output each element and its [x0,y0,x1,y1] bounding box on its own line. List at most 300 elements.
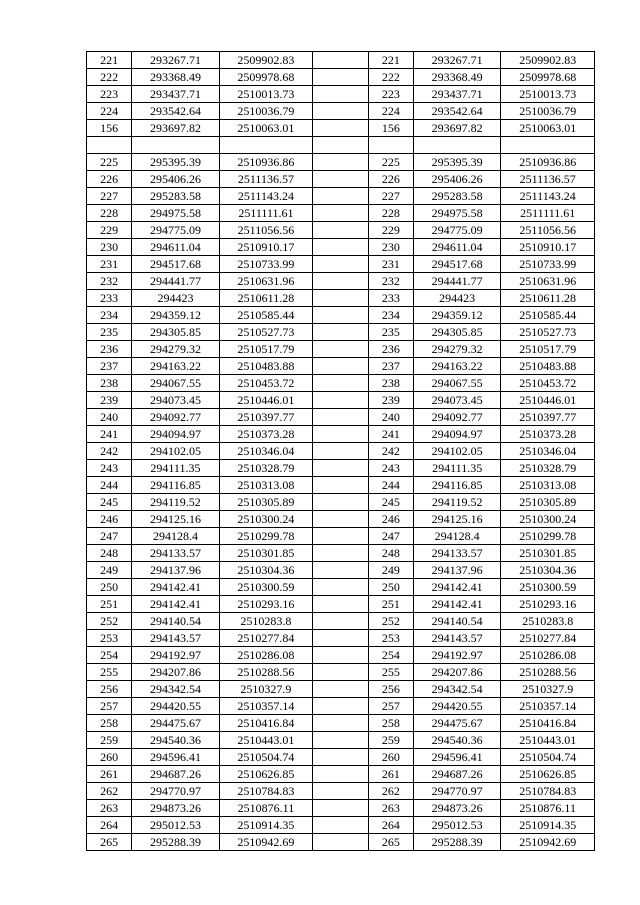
left-x-coordinate-cell: 294137.96 [132,562,219,579]
left-point-id-cell: 243 [87,460,132,477]
left-y-coordinate-cell: 2510286.08 [219,647,313,664]
gap-cell [313,409,369,426]
right-y-coordinate-cell: 2510299.78 [501,528,595,545]
left-y-coordinate-cell: 2510299.78 [219,528,313,545]
left-x-coordinate-cell: 295288.39 [132,834,219,851]
left-y-coordinate-cell: 2510288.56 [219,664,313,681]
right-x-coordinate-cell: 293368.49 [413,69,500,86]
table-row [87,188,595,205]
right-point-id-cell: 262 [368,783,413,800]
right-x-coordinate-cell: 293697.82 [413,120,500,137]
gap-cell [313,137,369,154]
gap-cell [313,205,369,222]
left-y-coordinate-cell: 2510277.84 [219,630,313,647]
left-point-id-cell: 224 [87,103,132,120]
left-y-coordinate-cell: 2509978.68 [219,69,313,86]
gap-cell [313,341,369,358]
table-row [87,52,595,69]
table-row [87,783,595,800]
right-y-coordinate-cell: 2510327.9 [501,681,595,698]
left-point-id-cell: 259 [87,732,132,749]
left-x-coordinate-cell: 294770.97 [132,783,219,800]
left-y-coordinate-cell: 2510013.73 [219,86,313,103]
table-row [87,698,595,715]
right-point-id-cell: 221 [368,52,413,69]
left-x-coordinate-cell: 294092.77 [132,409,219,426]
left-point-id-cell: 227 [87,188,132,205]
right-x-coordinate-cell: 294142.41 [413,596,500,613]
left-x-coordinate-cell: 294163.22 [132,358,219,375]
right-point-id-cell: 222 [368,69,413,86]
left-point-id-cell: 260 [87,749,132,766]
left-point-id-cell: 230 [87,239,132,256]
left-point-id-cell: 246 [87,511,132,528]
right-y-coordinate-cell: 2510283.8 [501,613,595,630]
gap-cell [313,749,369,766]
right-point-id-cell: 241 [368,426,413,443]
table-row [87,511,595,528]
right-y-coordinate-cell: 2510357.14 [501,698,595,715]
right-point-id-cell: 225 [368,154,413,171]
right-y-coordinate-cell: 2510036.79 [501,103,595,120]
left-point-id-cell: 234 [87,307,132,324]
right-x-coordinate-cell: 294073.45 [413,392,500,409]
right-y-coordinate-cell: 2510936.86 [501,154,595,171]
left-point-id-cell: 250 [87,579,132,596]
left-point-id-cell: 229 [87,222,132,239]
left-point-id-cell: 244 [87,477,132,494]
left-y-coordinate-cell: 2510453.72 [219,375,313,392]
right-point-id-cell: 237 [368,358,413,375]
left-x-coordinate-cell: 294067.55 [132,375,219,392]
table-row [87,86,595,103]
left-point-id-cell: 265 [87,834,132,851]
left-x-coordinate-cell [132,137,219,154]
left-y-coordinate-cell: 2510517.79 [219,341,313,358]
right-y-coordinate-cell: 2510942.69 [501,834,595,851]
table-row [87,426,595,443]
left-point-id-cell: 257 [87,698,132,715]
left-point-id-cell: 245 [87,494,132,511]
left-x-coordinate-cell: 294192.97 [132,647,219,664]
left-y-coordinate-cell: 2510313.08 [219,477,313,494]
left-y-coordinate-cell: 2510063.01 [219,120,313,137]
left-point-id-cell: 255 [87,664,132,681]
right-x-coordinate-cell: 294441.77 [413,273,500,290]
gap-cell [313,69,369,86]
right-x-coordinate-cell: 294687.26 [413,766,500,783]
gap-cell [313,817,369,834]
left-point-id-cell: 251 [87,596,132,613]
table-row [87,273,595,290]
right-y-coordinate-cell: 2510876.11 [501,800,595,817]
right-y-coordinate-cell: 2510277.84 [501,630,595,647]
right-y-coordinate-cell: 2510784.83 [501,783,595,800]
right-point-id-cell: 227 [368,188,413,205]
table-row [87,324,595,341]
left-x-coordinate-cell: 295395.39 [132,154,219,171]
right-point-id-cell: 249 [368,562,413,579]
table-row [87,171,595,188]
gap-cell [313,494,369,511]
table-row [87,545,595,562]
left-point-id-cell: 249 [87,562,132,579]
table-row [87,766,595,783]
right-y-coordinate-cell: 2511056.56 [501,222,595,239]
right-point-id-cell: 260 [368,749,413,766]
right-y-coordinate-cell: 2510585.44 [501,307,595,324]
table-row [87,630,595,647]
right-x-coordinate-cell: 294119.52 [413,494,500,511]
right-y-coordinate-cell: 2510286.08 [501,647,595,664]
left-y-coordinate-cell: 2510483.88 [219,358,313,375]
left-point-id-cell: 242 [87,443,132,460]
gap-cell [313,222,369,239]
right-y-coordinate-cell: 2510300.24 [501,511,595,528]
right-y-coordinate-cell: 2511143.24 [501,188,595,205]
gap-cell [313,477,369,494]
left-y-coordinate-cell: 2510626.85 [219,766,313,783]
gap-cell [313,460,369,477]
right-y-coordinate-cell: 2511111.61 [501,205,595,222]
right-x-coordinate-cell: 294125.16 [413,511,500,528]
right-y-coordinate-cell: 2509902.83 [501,52,595,69]
left-x-coordinate-cell: 294540.36 [132,732,219,749]
left-x-coordinate-cell: 294142.41 [132,579,219,596]
right-x-coordinate-cell: 294192.97 [413,647,500,664]
left-x-coordinate-cell: 294475.67 [132,715,219,732]
table-row [87,817,595,834]
table-row [87,205,595,222]
left-x-coordinate-cell: 295406.26 [132,171,219,188]
right-x-coordinate-cell: 294092.77 [413,409,500,426]
gap-cell [313,630,369,647]
left-point-id-cell: 262 [87,783,132,800]
right-point-id-cell: 231 [368,256,413,273]
right-x-coordinate-cell: 294540.36 [413,732,500,749]
table-row [87,358,595,375]
table-row [87,375,595,392]
left-y-coordinate-cell: 2510283.8 [219,613,313,630]
left-y-coordinate-cell: 2510446.01 [219,392,313,409]
left-point-id-cell: 247 [87,528,132,545]
left-y-coordinate-cell: 2510304.36 [219,562,313,579]
right-y-coordinate-cell: 2510733.99 [501,256,595,273]
left-y-coordinate-cell: 2510301.85 [219,545,313,562]
left-y-coordinate-cell: 2510373.28 [219,426,313,443]
left-y-coordinate-cell: 2510305.89 [219,494,313,511]
gap-cell [313,834,369,851]
left-y-coordinate-cell: 2510036.79 [219,103,313,120]
right-y-coordinate-cell: 2509978.68 [501,69,595,86]
left-point-id-cell: 256 [87,681,132,698]
left-y-coordinate-cell: 2510942.69 [219,834,313,851]
left-y-coordinate-cell: 2510300.59 [219,579,313,596]
left-x-coordinate-cell: 294142.41 [132,596,219,613]
right-y-coordinate-cell: 2510631.96 [501,273,595,290]
right-point-id-cell: 238 [368,375,413,392]
left-point-id-cell: 237 [87,358,132,375]
right-x-coordinate-cell: 294279.32 [413,341,500,358]
left-x-coordinate-cell: 294119.52 [132,494,219,511]
right-point-id-cell: 246 [368,511,413,528]
right-point-id-cell: 244 [368,477,413,494]
gap-cell [313,52,369,69]
left-point-id-cell: 264 [87,817,132,834]
left-point-id-cell: 258 [87,715,132,732]
right-point-id-cell: 256 [368,681,413,698]
coordinate-table-body [87,52,595,851]
gap-cell [313,290,369,307]
table-row [87,69,595,86]
gap-cell [313,154,369,171]
right-point-id-cell: 223 [368,86,413,103]
left-point-id-cell: 238 [87,375,132,392]
gap-cell [313,698,369,715]
left-x-coordinate-cell: 293542.64 [132,103,219,120]
table-row [87,749,595,766]
gap-cell [313,647,369,664]
separator-row [87,137,595,154]
right-point-id-cell: 253 [368,630,413,647]
gap-cell [313,426,369,443]
left-point-id-cell: 226 [87,171,132,188]
right-x-coordinate-cell: 294067.55 [413,375,500,392]
left-x-coordinate-cell: 294342.54 [132,681,219,698]
left-x-coordinate-cell: 294140.54 [132,613,219,630]
right-point-id-cell: 239 [368,392,413,409]
gap-cell [313,239,369,256]
right-x-coordinate-cell [413,137,500,154]
left-x-coordinate-cell: 294207.86 [132,664,219,681]
right-x-coordinate-cell: 293437.71 [413,86,500,103]
right-point-id-cell: 235 [368,324,413,341]
gap-cell [313,358,369,375]
table-row [87,596,595,613]
left-y-coordinate-cell [219,137,313,154]
left-x-coordinate-cell: 294111.35 [132,460,219,477]
coordinate-table [86,51,595,851]
right-point-id-cell: 224 [368,103,413,120]
right-y-coordinate-cell: 2510313.08 [501,477,595,494]
left-point-id-cell: 236 [87,341,132,358]
table-row [87,409,595,426]
gap-cell [313,273,369,290]
table-row [87,120,595,137]
right-point-id-cell: 250 [368,579,413,596]
right-point-id-cell: 263 [368,800,413,817]
right-x-coordinate-cell: 294116.85 [413,477,500,494]
right-point-id-cell: 254 [368,647,413,664]
gap-cell [313,103,369,120]
right-x-coordinate-cell: 294517.68 [413,256,500,273]
gap-cell [313,324,369,341]
left-x-coordinate-cell: 294517.68 [132,256,219,273]
right-x-coordinate-cell: 295406.26 [413,171,500,188]
table-row [87,834,595,851]
left-y-coordinate-cell: 2510346.04 [219,443,313,460]
left-point-id-cell [87,137,132,154]
right-x-coordinate-cell: 294423 [413,290,500,307]
left-point-id-cell: 222 [87,69,132,86]
right-x-coordinate-cell: 295395.39 [413,154,500,171]
right-y-coordinate-cell: 2510288.56 [501,664,595,681]
left-y-coordinate-cell: 2510914.35 [219,817,313,834]
right-point-id-cell: 242 [368,443,413,460]
left-y-coordinate-cell: 2510328.79 [219,460,313,477]
left-point-id-cell: 231 [87,256,132,273]
left-x-coordinate-cell: 294687.26 [132,766,219,783]
left-point-id-cell: 239 [87,392,132,409]
right-x-coordinate-cell: 294094.97 [413,426,500,443]
right-x-coordinate-cell: 294596.41 [413,749,500,766]
right-x-coordinate-cell: 294128.4 [413,528,500,545]
gap-cell [313,375,369,392]
right-y-coordinate-cell: 2510373.28 [501,426,595,443]
right-y-coordinate-cell: 2510416.84 [501,715,595,732]
table-row [87,579,595,596]
left-y-coordinate-cell: 2510443.01 [219,732,313,749]
right-x-coordinate-cell: 294342.54 [413,681,500,698]
left-y-coordinate-cell: 2510910.17 [219,239,313,256]
right-x-coordinate-cell: 294359.12 [413,307,500,324]
gap-cell [313,562,369,579]
gap-cell [313,511,369,528]
right-point-id-cell: 257 [368,698,413,715]
gap-cell [313,528,369,545]
left-x-coordinate-cell: 293267.71 [132,52,219,69]
left-y-coordinate-cell: 2510585.44 [219,307,313,324]
gap-cell [313,86,369,103]
left-y-coordinate-cell: 2510397.77 [219,409,313,426]
left-x-coordinate-cell: 293437.71 [132,86,219,103]
right-x-coordinate-cell: 294420.55 [413,698,500,715]
right-point-id-cell: 259 [368,732,413,749]
right-y-coordinate-cell: 2510504.74 [501,749,595,766]
left-y-coordinate-cell: 2511056.56 [219,222,313,239]
table-row [87,681,595,698]
left-x-coordinate-cell: 294073.45 [132,392,219,409]
left-point-id-cell: 223 [87,86,132,103]
table-row [87,664,595,681]
gap-cell [313,715,369,732]
table-row [87,647,595,664]
left-y-coordinate-cell: 2510293.16 [219,596,313,613]
left-point-id-cell: 241 [87,426,132,443]
table-row [87,528,595,545]
table-row [87,613,595,630]
left-y-coordinate-cell: 2510327.9 [219,681,313,698]
right-y-coordinate-cell: 2510443.01 [501,732,595,749]
left-point-id-cell: 225 [87,154,132,171]
left-y-coordinate-cell: 2510733.99 [219,256,313,273]
left-x-coordinate-cell: 294102.05 [132,443,219,460]
left-y-coordinate-cell: 2511136.57 [219,171,313,188]
left-x-coordinate-cell: 294143.57 [132,630,219,647]
right-x-coordinate-cell: 294140.54 [413,613,500,630]
right-x-coordinate-cell: 293267.71 [413,52,500,69]
left-x-coordinate-cell: 294423 [132,290,219,307]
left-y-coordinate-cell: 2511111.61 [219,205,313,222]
left-x-coordinate-cell: 295012.53 [132,817,219,834]
gap-cell [313,800,369,817]
right-point-id-cell: 264 [368,817,413,834]
gap-cell [313,613,369,630]
table-row [87,392,595,409]
right-point-id-cell: 236 [368,341,413,358]
right-y-coordinate-cell: 2510527.73 [501,324,595,341]
left-y-coordinate-cell: 2510876.11 [219,800,313,817]
table-row [87,715,595,732]
left-point-id-cell: 235 [87,324,132,341]
right-x-coordinate-cell: 294143.57 [413,630,500,647]
table-row [87,494,595,511]
right-point-id-cell: 234 [368,307,413,324]
gap-cell [313,732,369,749]
right-y-coordinate-cell: 2510517.79 [501,341,595,358]
right-point-id-cell: 261 [368,766,413,783]
table-row [87,732,595,749]
right-y-coordinate-cell: 2510611.28 [501,290,595,307]
gap-cell [313,443,369,460]
right-point-id-cell: 248 [368,545,413,562]
right-point-id-cell: 247 [368,528,413,545]
left-x-coordinate-cell: 294116.85 [132,477,219,494]
right-y-coordinate-cell: 2510304.36 [501,562,595,579]
gap-cell [313,596,369,613]
table-row [87,341,595,358]
right-y-coordinate-cell: 2510305.89 [501,494,595,511]
right-y-coordinate-cell: 2510397.77 [501,409,595,426]
gap-cell [313,120,369,137]
table-row [87,290,595,307]
left-x-coordinate-cell: 294305.85 [132,324,219,341]
left-y-coordinate-cell: 2510504.74 [219,749,313,766]
right-y-coordinate-cell: 2510013.73 [501,86,595,103]
right-point-id-cell: 251 [368,596,413,613]
left-point-id-cell: 233 [87,290,132,307]
right-x-coordinate-cell: 294207.86 [413,664,500,681]
right-y-coordinate-cell: 2511136.57 [501,171,595,188]
right-x-coordinate-cell: 295283.58 [413,188,500,205]
table-row [87,443,595,460]
left-x-coordinate-cell: 294611.04 [132,239,219,256]
right-x-coordinate-cell: 295012.53 [413,817,500,834]
left-x-coordinate-cell: 294359.12 [132,307,219,324]
gap-cell [313,307,369,324]
gap-cell [313,579,369,596]
right-y-coordinate-cell: 2510328.79 [501,460,595,477]
left-y-coordinate-cell: 2510300.24 [219,511,313,528]
right-y-coordinate-cell: 2510453.72 [501,375,595,392]
left-y-coordinate-cell: 2510357.14 [219,698,313,715]
left-point-id-cell: 248 [87,545,132,562]
right-point-id-cell: 230 [368,239,413,256]
left-x-coordinate-cell: 294441.77 [132,273,219,290]
right-x-coordinate-cell: 295288.39 [413,834,500,851]
right-point-id-cell [368,137,413,154]
left-point-id-cell: 228 [87,205,132,222]
right-x-coordinate-cell: 294770.97 [413,783,500,800]
right-x-coordinate-cell: 294102.05 [413,443,500,460]
gap-cell [313,188,369,205]
left-y-coordinate-cell: 2510936.86 [219,154,313,171]
left-y-coordinate-cell: 2510416.84 [219,715,313,732]
left-y-coordinate-cell: 2510611.28 [219,290,313,307]
left-x-coordinate-cell: 294596.41 [132,749,219,766]
gap-cell [313,392,369,409]
table-row [87,477,595,494]
